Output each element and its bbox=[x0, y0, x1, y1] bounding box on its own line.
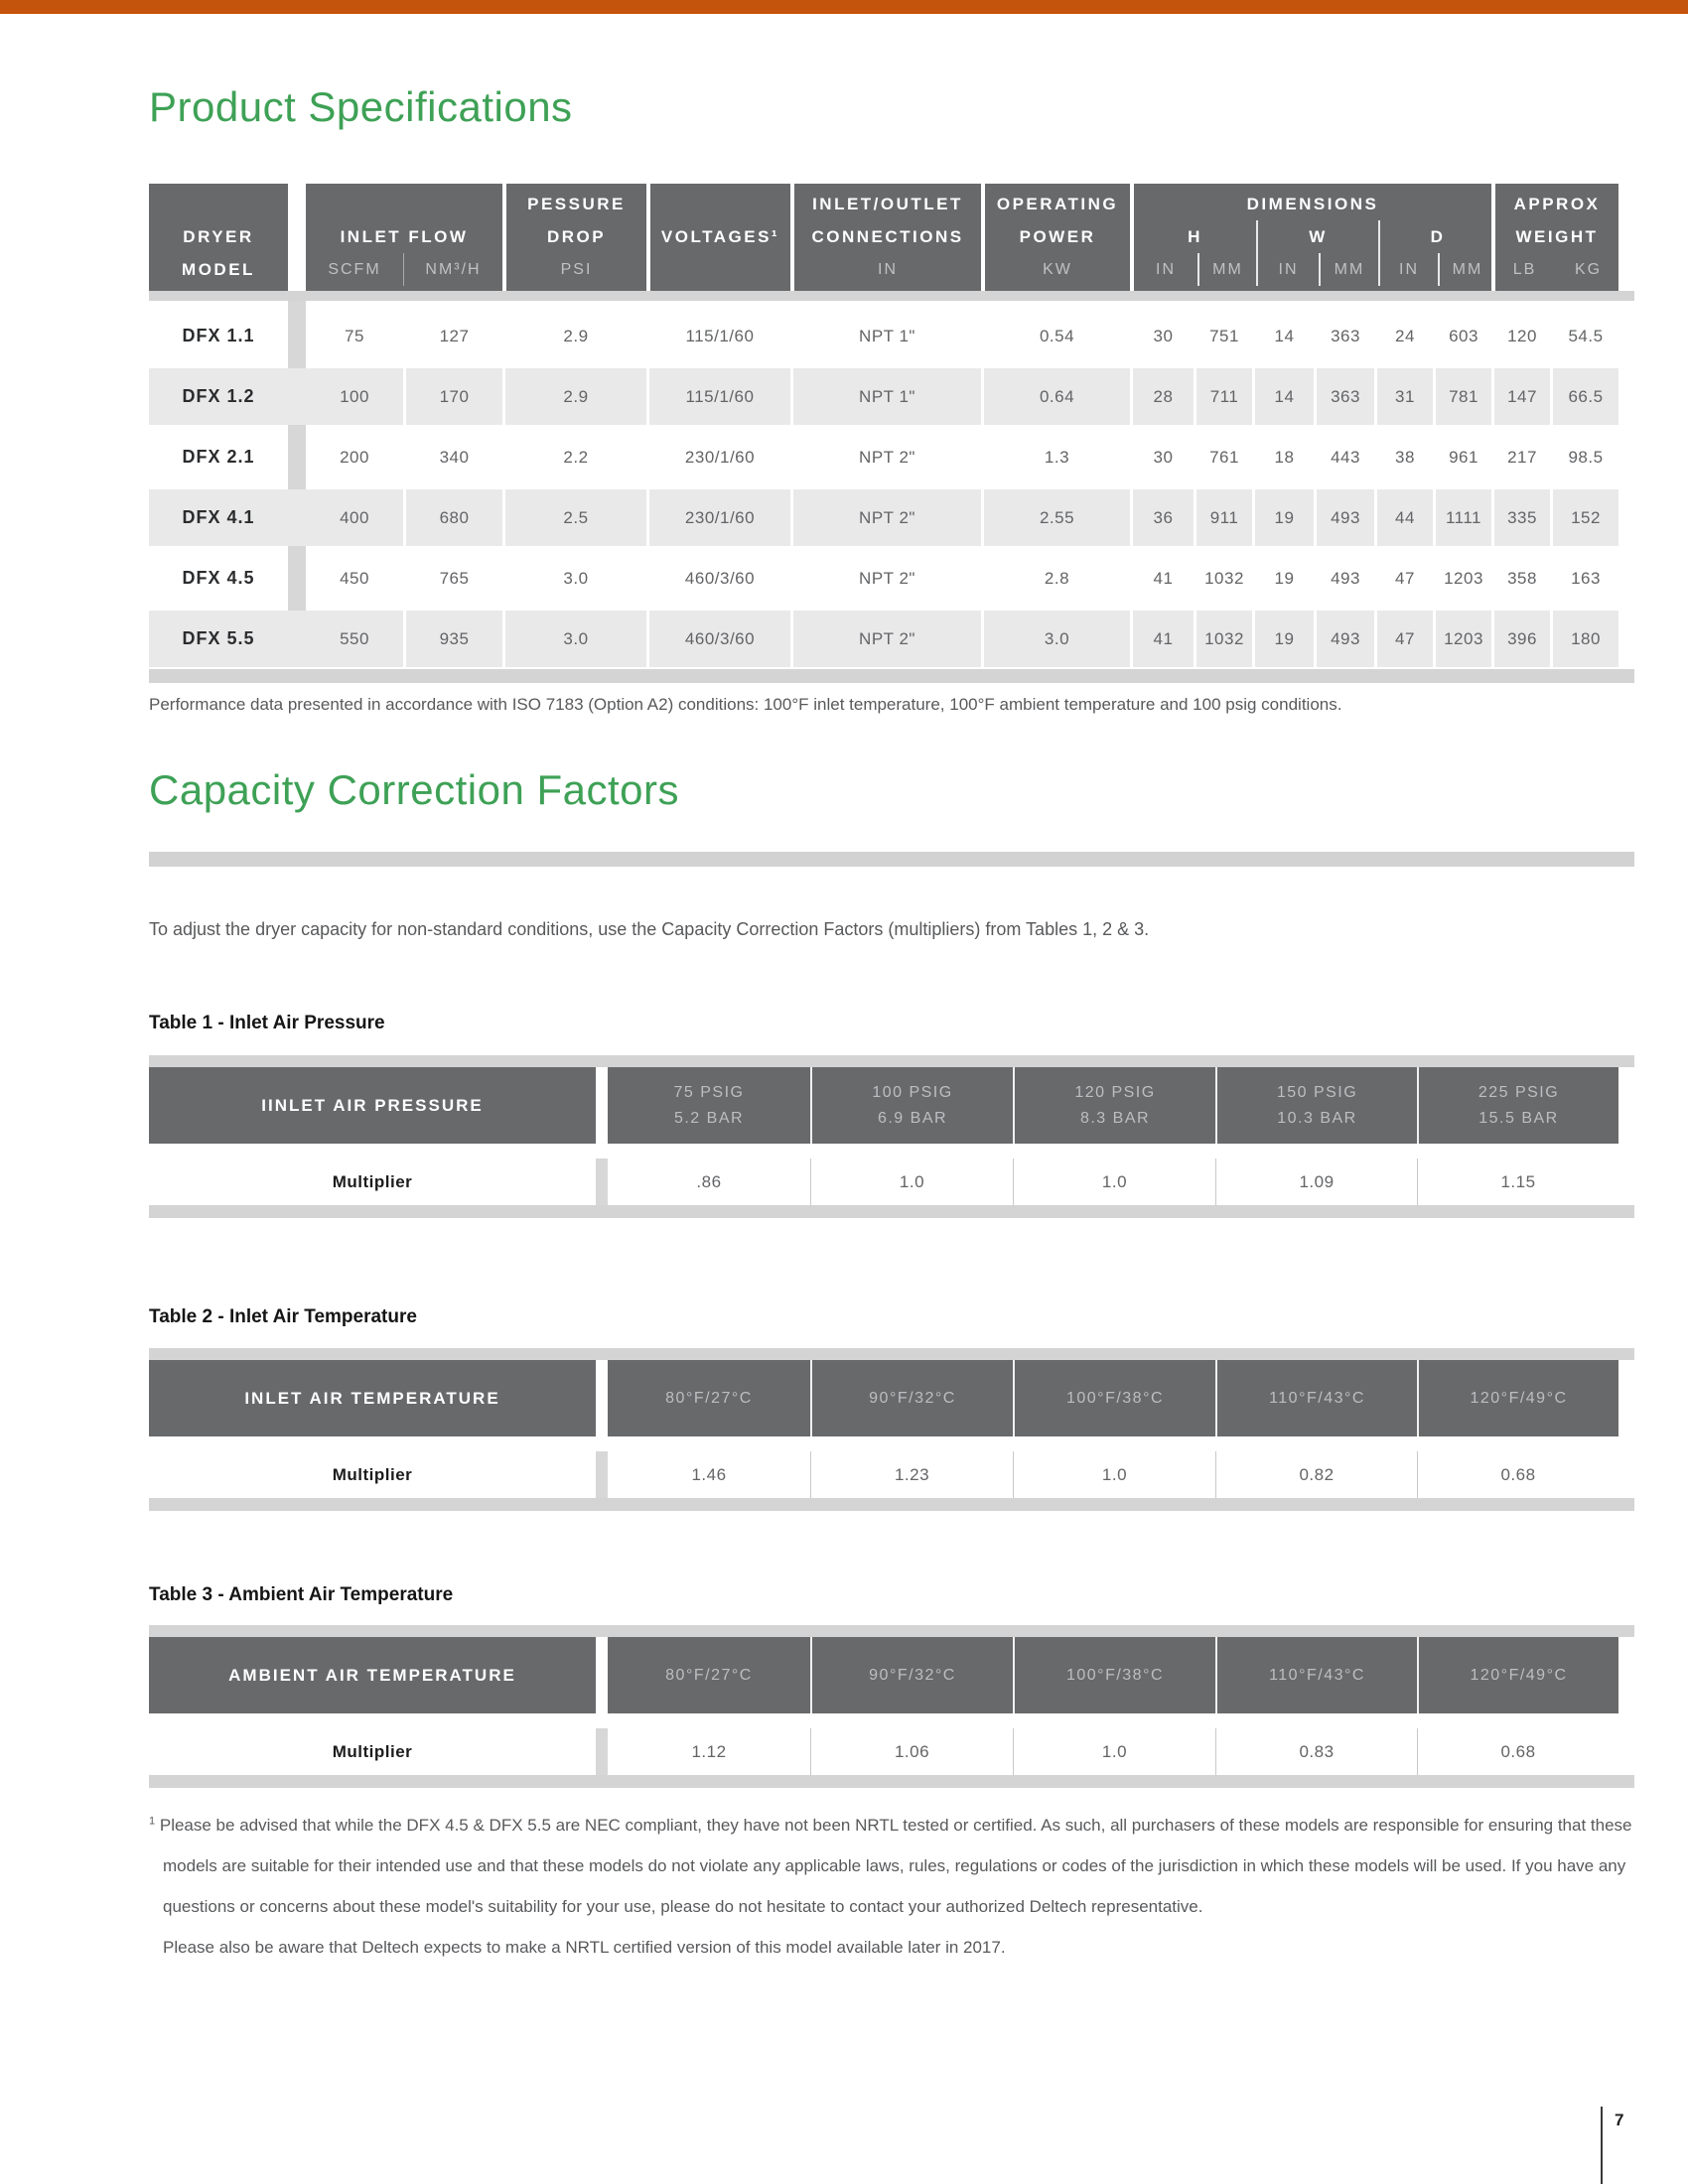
dim-group-d: D IN MM bbox=[1378, 220, 1495, 286]
table3-ambient-air-temperature bbox=[149, 1625, 1634, 1788]
cell-scfm: 100 bbox=[306, 368, 403, 425]
cell-lb: 147 bbox=[1491, 368, 1550, 425]
footnote-paragraph-1: $^1$ Please be advised that while the DFX 4.5 & DFX 5.5 are NEC compliant, they have not been NRTL tested or certified. As such, all purchasers of these models are responsible for ensuring that these models are suitable for their intended use and that these models do not violate any applicable laws, rules, regulations or codes of the jurisdiction in which these models will be used. If you have any questions or concerns about these model's suitability for your use, please do not hesitate to contact your authorized Deltech representative. bbox=[149, 1815, 1632, 1916]
spec-row-dfx-2-1: DFX 2.1 200 340 2.2 230/1/60 NPT 2" 1.3 30 761 18 443 38 961 217 98.5 bbox=[149, 429, 1618, 485]
cell-w-mm: 493 bbox=[1314, 550, 1374, 607]
cell-h-in: 41 bbox=[1130, 611, 1194, 667]
table3-col-3: 100°F/38°C bbox=[1013, 1637, 1215, 1713]
multiplier-value: 1.46 bbox=[608, 1451, 810, 1498]
table1-inlet-air-pressure bbox=[149, 1055, 1634, 1218]
cell-scfm: 75 bbox=[306, 308, 403, 364]
cell-connections: NPT 2" bbox=[790, 489, 981, 546]
header-gap bbox=[288, 184, 306, 291]
table3-col-4: 110°F/43°C bbox=[1215, 1637, 1417, 1713]
cell-h-mm: 711 bbox=[1194, 368, 1252, 425]
multiplier-value: 1.06 bbox=[810, 1728, 1013, 1775]
multiplier-value: 1.23 bbox=[810, 1451, 1013, 1498]
cell-h-mm: 1032 bbox=[1194, 550, 1252, 607]
cell-kw: 3.0 bbox=[981, 611, 1130, 667]
cell-h-mm: 1032 bbox=[1194, 611, 1252, 667]
cell-kw: 2.55 bbox=[981, 489, 1130, 546]
footnote bbox=[149, 1805, 1634, 1968]
cell-w-in: 14 bbox=[1252, 308, 1314, 364]
cell-nm3h: 127 bbox=[403, 308, 502, 364]
section-divider-bar bbox=[149, 852, 1634, 867]
cell-d-in: 44 bbox=[1374, 489, 1433, 546]
cell-h-in: 41 bbox=[1130, 550, 1194, 607]
multiplier-value: 0.83 bbox=[1215, 1728, 1417, 1775]
header-lb: LB bbox=[1512, 261, 1537, 278]
cell-h-in: 28 bbox=[1130, 368, 1194, 425]
cell-psi: 2.9 bbox=[502, 368, 646, 425]
cell-voltages: 115/1/60 bbox=[646, 308, 790, 364]
header-kw: KW bbox=[1043, 261, 1072, 278]
cell-w-mm: 493 bbox=[1314, 611, 1374, 667]
table1-col-2: 100 PSIG 6.9 BAR bbox=[810, 1067, 1013, 1144]
cell-nm3h: 680 bbox=[403, 489, 502, 546]
header-inlet-flow: INLET FLOW SCFM NM³/H bbox=[306, 184, 502, 291]
multiplier-value: 0.82 bbox=[1215, 1451, 1417, 1498]
cell-h-in: 30 bbox=[1130, 429, 1194, 485]
cell-h-in: 30 bbox=[1130, 308, 1194, 364]
cell-d-in: 38 bbox=[1374, 429, 1433, 485]
cell-voltages: 230/1/60 bbox=[646, 429, 790, 485]
table1-col-5: 225 PSIG 15.5 BAR bbox=[1417, 1067, 1618, 1144]
cell-kg: 163 bbox=[1550, 550, 1618, 607]
cell-kg: 98.5 bbox=[1550, 429, 1618, 485]
header-operating-power: OPERATING POWER KW bbox=[981, 184, 1130, 291]
cell-scfm: 450 bbox=[306, 550, 403, 607]
cell-d-in: 47 bbox=[1374, 611, 1433, 667]
cell-voltages: 230/1/60 bbox=[646, 489, 790, 546]
table2-col-3: 100°F/38°C bbox=[1013, 1360, 1215, 1436]
product-spec-table bbox=[149, 184, 1634, 683]
multiplier-value: 1.0 bbox=[1013, 1728, 1215, 1775]
cell-connections: NPT 2" bbox=[790, 429, 981, 485]
cell-lb: 358 bbox=[1491, 550, 1550, 607]
table-shadow-band bbox=[149, 669, 1634, 683]
table2-col-2: 90°F/32°C bbox=[810, 1360, 1013, 1436]
cell-d-in: 31 bbox=[1374, 368, 1433, 425]
table-shadow-band bbox=[149, 1055, 1634, 1067]
cell-h-mm: 761 bbox=[1194, 429, 1252, 485]
cell-w-in: 19 bbox=[1252, 611, 1314, 667]
table3-col-2: 90°F/32°C bbox=[810, 1637, 1013, 1713]
cell-voltages: 460/3/60 bbox=[646, 550, 790, 607]
table1-col-4: 150 PSIG 10.3 BAR bbox=[1215, 1067, 1417, 1144]
table3-row-label: AMBIENT AIR TEMPERATURE bbox=[149, 1637, 596, 1713]
performance-note: Performance data presented in accordance with ISO 7183 (Option A2) conditions: 100°F inlet temperature, 100°F ambient temperature and 100 psig conditions. bbox=[149, 695, 1342, 714]
section-title-capacity: Capacity Correction Factors bbox=[149, 766, 680, 813]
table1-col-1: 75 PSIG 5.2 BAR bbox=[608, 1067, 810, 1144]
cell-kg: 54.5 bbox=[1550, 308, 1618, 364]
header-approx-weight: APPROX WEIGHT LB KG bbox=[1491, 184, 1618, 291]
multiplier-value: 0.68 bbox=[1417, 1451, 1618, 1498]
cell-kg: 66.5 bbox=[1550, 368, 1618, 425]
spec-row-dfx-4-1: DFX 4.1 400 680 2.5 230/1/60 NPT 2" 2.55 36 911 19 493 44 1111 335 152 bbox=[149, 489, 1618, 546]
cell-kg: 180 bbox=[1550, 611, 1618, 667]
cell-w-mm: 443 bbox=[1314, 429, 1374, 485]
table-shadow-band bbox=[149, 1625, 1634, 1637]
header-connections: INLET/OUTLET CONNECTIONS IN bbox=[790, 184, 981, 291]
cell-voltages: 115/1/60 bbox=[646, 368, 790, 425]
multiplier-value: 0.68 bbox=[1417, 1728, 1618, 1775]
cell-psi: 2.9 bbox=[502, 308, 646, 364]
table3-col-1: 80°F/27°C bbox=[608, 1637, 810, 1713]
cell-kw: 0.54 bbox=[981, 308, 1130, 364]
table-shadow-band bbox=[149, 1775, 1634, 1788]
header-scfm: SCFM bbox=[328, 261, 381, 278]
table-shadow-band bbox=[149, 1498, 1634, 1511]
cell-psi: 2.2 bbox=[502, 429, 646, 485]
table-shadow-band bbox=[149, 1205, 1634, 1218]
header-voltages: VOLTAGES¹ bbox=[646, 184, 790, 291]
multiplier-value: 1.12 bbox=[608, 1728, 810, 1775]
cell-psi: 2.5 bbox=[502, 489, 646, 546]
table3-col-5: 120°F/49°C bbox=[1417, 1637, 1618, 1713]
cell-nm3h: 935 bbox=[403, 611, 502, 667]
page-title: Product Specifications bbox=[149, 83, 573, 130]
table1-col-3: 120 PSIG 8.3 BAR bbox=[1013, 1067, 1215, 1144]
cell-d-mm: 1111 bbox=[1433, 489, 1491, 546]
cell-scfm: 200 bbox=[306, 429, 403, 485]
cell-lb: 335 bbox=[1491, 489, 1550, 546]
multiplier-value: 1.0 bbox=[810, 1159, 1013, 1205]
cell-psi: 3.0 bbox=[502, 611, 646, 667]
table2-row-label: INLET AIR TEMPERATURE bbox=[149, 1360, 596, 1436]
table1-multiplier-row: Multiplier .86 1.0 1.0 1.09 1.15 bbox=[149, 1159, 1618, 1205]
table2-col-1: 80°F/27°C bbox=[608, 1360, 810, 1436]
spec-row-dfx-4-5: DFX 4.5 450 765 3.0 460/3/60 NPT 2" 2.8 41 1032 19 493 47 1203 358 163 bbox=[149, 550, 1618, 607]
cell-h-mm: 911 bbox=[1194, 489, 1252, 546]
table2-multiplier-row: Multiplier 1.46 1.23 1.0 0.82 0.68 bbox=[149, 1451, 1618, 1498]
cell-psi: 3.0 bbox=[502, 550, 646, 607]
cell-d-in: 47 bbox=[1374, 550, 1433, 607]
table3-multiplier-row: Multiplier 1.12 1.06 1.0 0.83 0.68 bbox=[149, 1728, 1618, 1775]
table2-col-4: 110°F/43°C bbox=[1215, 1360, 1417, 1436]
cell-connections: NPT 1" bbox=[790, 308, 981, 364]
spec-row-dfx-1-1: DFX 1.1 75 127 2.9 115/1/60 NPT 1" 0.54 30 751 14 363 24 603 120 54.5 bbox=[149, 308, 1618, 364]
dim-group-w: W IN MM bbox=[1256, 220, 1378, 286]
cell-d-mm: 1203 bbox=[1433, 550, 1491, 607]
cell-scfm: 400 bbox=[306, 489, 403, 546]
cell-kw: 2.8 bbox=[981, 550, 1130, 607]
header-dryer-model: DRYER MODEL bbox=[149, 184, 288, 291]
spec-row-dfx-1-2: DFX 1.2 100 170 2.9 115/1/60 NPT 1" 0.64 28 711 14 363 31 781 147 66.5 bbox=[149, 368, 1618, 425]
header-conn-unit: IN bbox=[878, 261, 898, 278]
footnote-marker: 1 bbox=[149, 1815, 156, 1828]
multiplier-value: 1.15 bbox=[1417, 1159, 1618, 1205]
table1-caption: Table 1 - Inlet Air Pressure bbox=[149, 1013, 385, 1033]
spec-row-dfx-5-5: DFX 5.5 550 935 3.0 460/3/60 NPT 2" 3.0 41 1032 19 493 47 1203 396 180 bbox=[149, 611, 1618, 667]
multiplier-value: 1.0 bbox=[1013, 1451, 1215, 1498]
cell-connections: NPT 2" bbox=[790, 550, 981, 607]
multiplier-value: 1.0 bbox=[1013, 1159, 1215, 1205]
cell-connections: NPT 2" bbox=[790, 611, 981, 667]
cell-scfm: 550 bbox=[306, 611, 403, 667]
table2-col-5: 120°F/49°C bbox=[1417, 1360, 1618, 1436]
footnote-paragraph-2: Please also be aware that Deltech expects to make a NRTL certified version of this model available later in 2017. bbox=[163, 1938, 1006, 1957]
cell-d-mm: 961 bbox=[1433, 429, 1491, 485]
cell-h-mm: 751 bbox=[1194, 308, 1252, 364]
cell-connections: NPT 1" bbox=[790, 368, 981, 425]
footer-rule bbox=[1601, 2107, 1603, 2184]
cell-d-mm: 1203 bbox=[1433, 611, 1491, 667]
spec-table-header bbox=[149, 184, 1618, 291]
cell-w-in: 14 bbox=[1252, 368, 1314, 425]
dim-group-h: H IN MM bbox=[1134, 220, 1256, 286]
header-kg: KG bbox=[1574, 261, 1603, 278]
cell-kw: 0.64 bbox=[981, 368, 1130, 425]
table-shadow-band bbox=[149, 1348, 1634, 1360]
cell-lb: 217 bbox=[1491, 429, 1550, 485]
spec-table-body bbox=[149, 301, 1618, 667]
cell-lb: 396 bbox=[1491, 611, 1550, 667]
table-shadow-band bbox=[149, 291, 1634, 301]
table2-caption: Table 2 - Inlet Air Temperature bbox=[149, 1306, 417, 1327]
cell-kw: 1.3 bbox=[981, 429, 1130, 485]
cell-nm3h: 340 bbox=[403, 429, 502, 485]
cell-w-mm: 363 bbox=[1314, 308, 1374, 364]
table3-caption: Table 3 - Ambient Air Temperature bbox=[149, 1584, 454, 1605]
cell-w-mm: 493 bbox=[1314, 489, 1374, 546]
table2-inlet-air-temperature bbox=[149, 1348, 1634, 1511]
cell-d-mm: 603 bbox=[1433, 308, 1491, 364]
top-accent-bar bbox=[0, 0, 1688, 14]
table1-row-label: IINLET AIR PRESSURE bbox=[149, 1067, 596, 1144]
cell-w-in: 19 bbox=[1252, 550, 1314, 607]
cell-h-in: 36 bbox=[1130, 489, 1194, 546]
cell-w-in: 19 bbox=[1252, 489, 1314, 546]
cell-kg: 152 bbox=[1550, 489, 1618, 546]
capacity-intro-text: To adjust the dryer capacity for non-standard conditions, use the Capacity Correction Factors (multipliers) from Tables 1, 2 & 3. bbox=[149, 919, 1150, 939]
cell-lb: 120 bbox=[1491, 308, 1550, 364]
header-psi: PSI bbox=[560, 261, 593, 278]
header-pressure-drop: PESSURE DROP PSI bbox=[502, 184, 646, 291]
multiplier-value: 1.09 bbox=[1215, 1159, 1417, 1205]
header-nm3h: NM³/H bbox=[403, 253, 502, 286]
page-number: 7 bbox=[1615, 2111, 1624, 2129]
cell-nm3h: 170 bbox=[403, 368, 502, 425]
cell-d-mm: 781 bbox=[1433, 368, 1491, 425]
cell-d-in: 24 bbox=[1374, 308, 1433, 364]
header-dimensions: DIMENSIONS H IN MM W IN MM D IN MM bbox=[1130, 184, 1491, 291]
multiplier-value: .86 bbox=[608, 1159, 810, 1205]
cell-w-mm: 363 bbox=[1314, 368, 1374, 425]
cell-w-in: 18 bbox=[1252, 429, 1314, 485]
cell-voltages: 460/3/60 bbox=[646, 611, 790, 667]
cell-nm3h: 765 bbox=[403, 550, 502, 607]
